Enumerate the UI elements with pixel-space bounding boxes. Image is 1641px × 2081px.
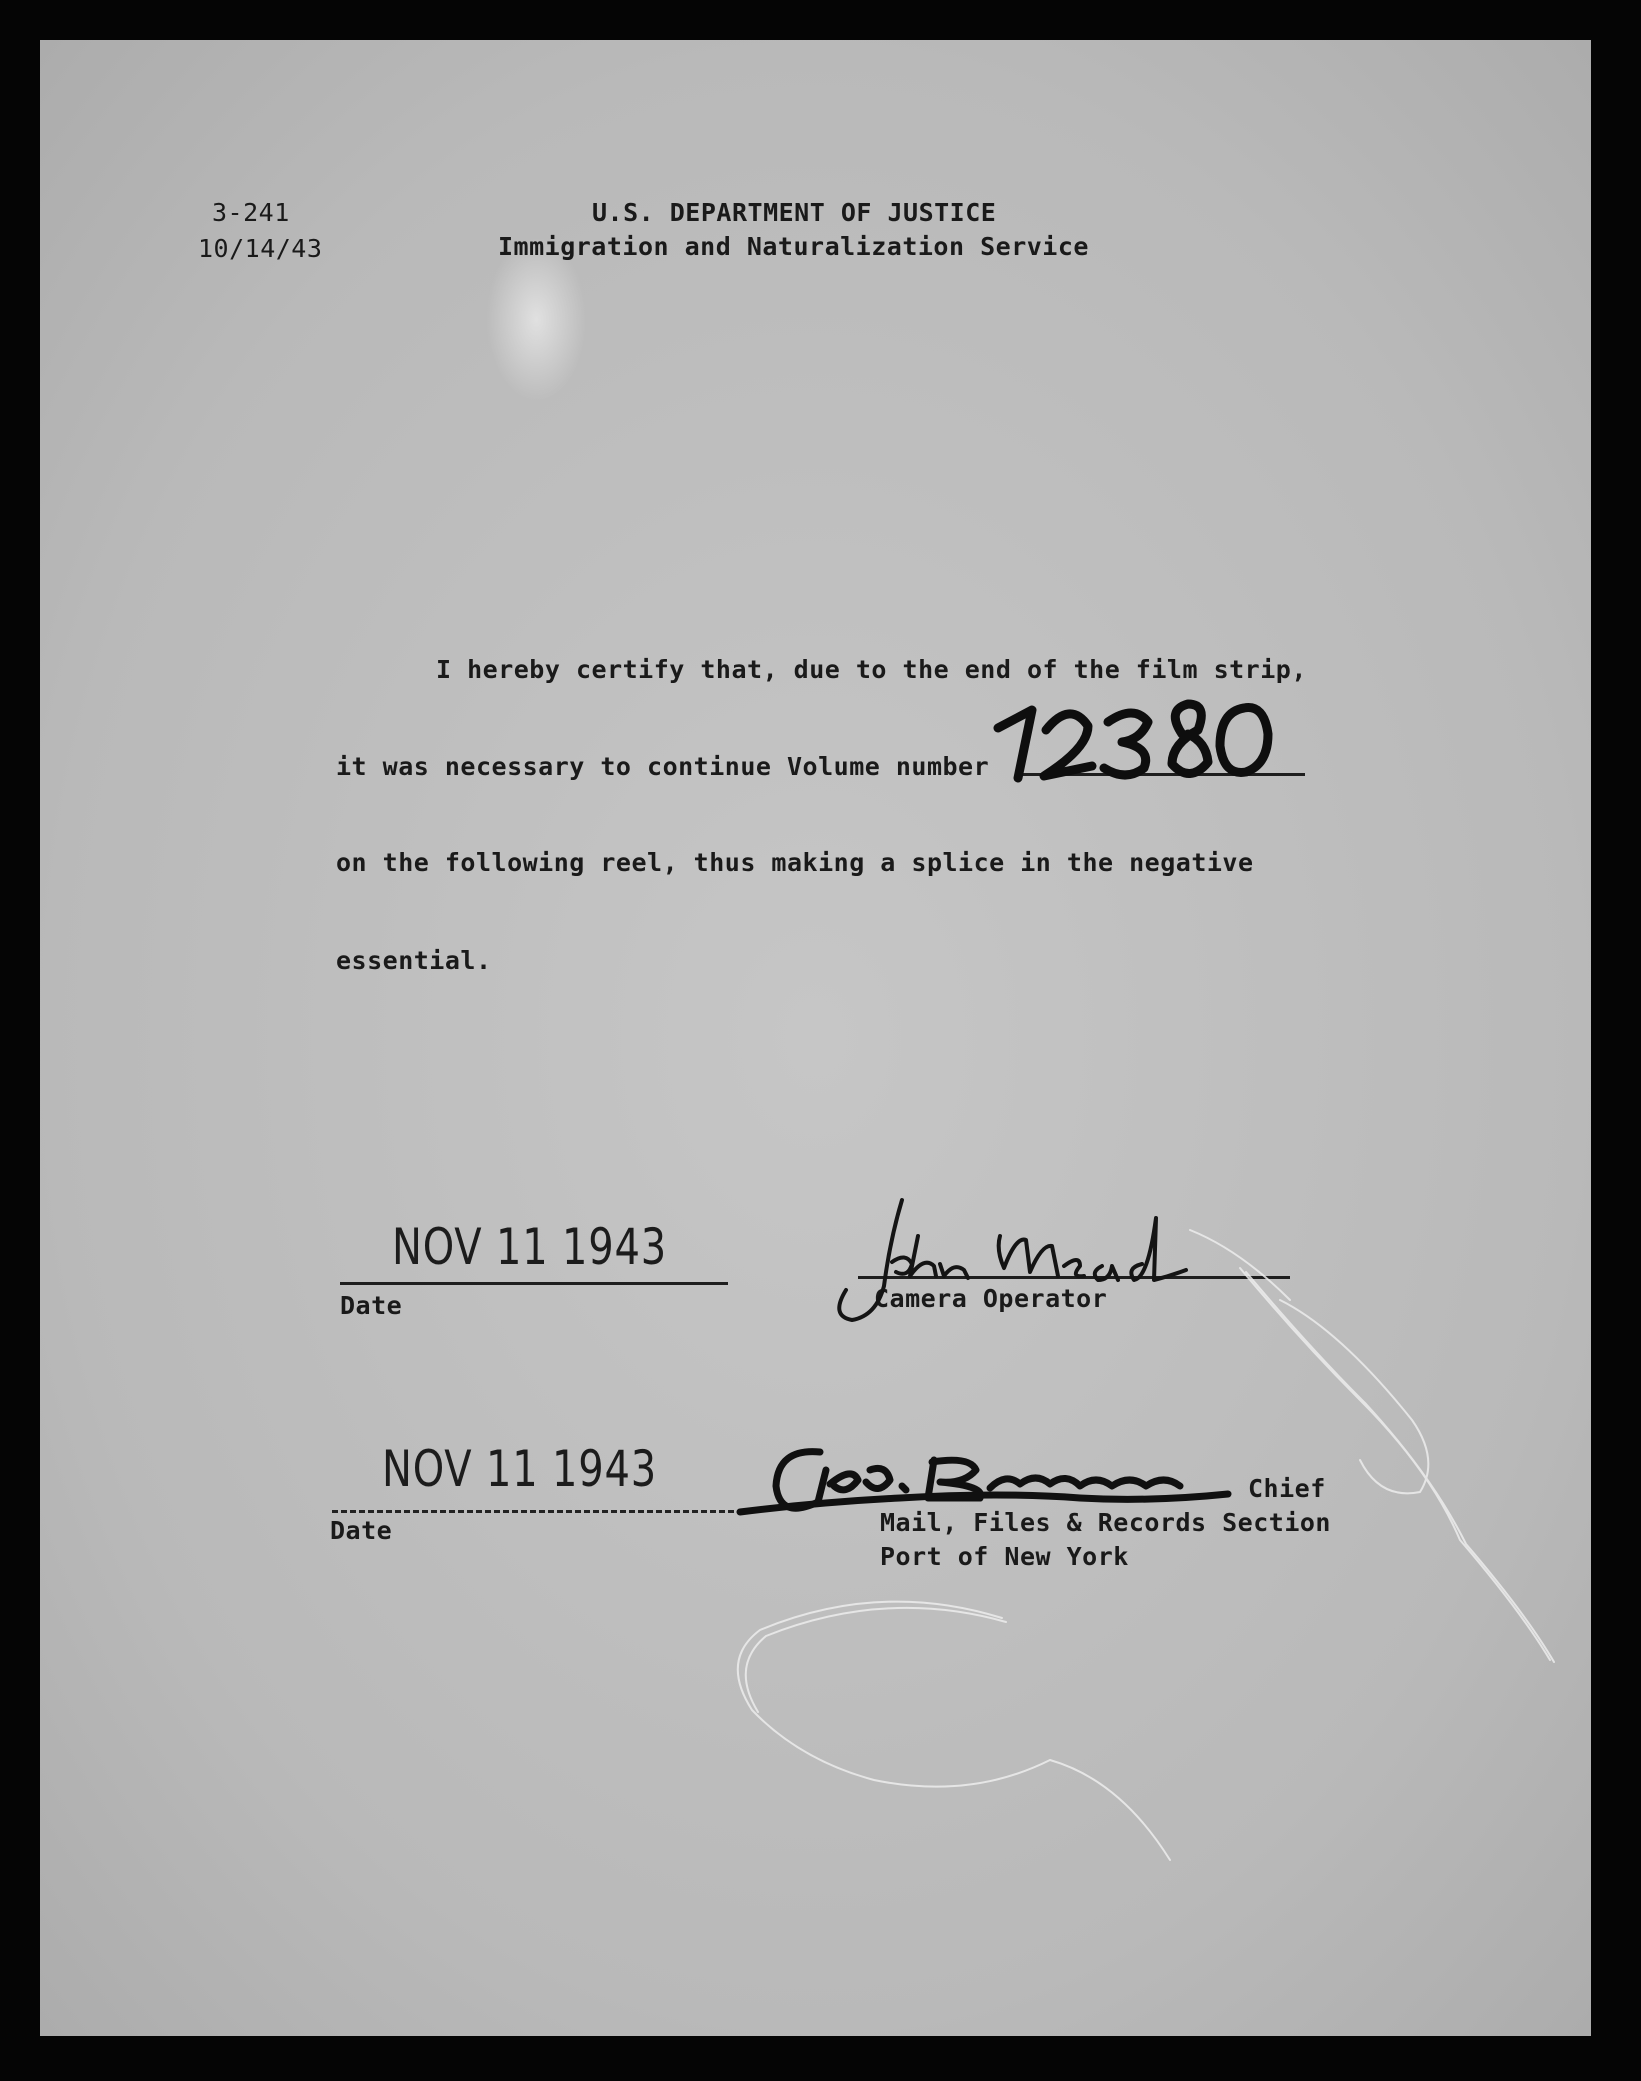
pencil-marks <box>738 1230 1554 1860</box>
service-heading: Immigration and Naturalization Service <box>498 232 1089 261</box>
department-heading: U.S. DEPARTMENT OF JUSTICE <box>592 198 997 227</box>
form-number: 3-241 <box>212 198 290 227</box>
date-stamp-2: NOV 11 1943 <box>382 1440 657 1498</box>
chief-title: Chief <box>1248 1474 1326 1503</box>
section-title: Mail, Files & Records Section <box>880 1508 1331 1537</box>
camera-operator-signature <box>839 1200 1186 1320</box>
chief-signature <box>740 1452 1228 1512</box>
form-date: 10/14/43 <box>198 234 323 263</box>
port-title: Port of New York <box>880 1542 1129 1571</box>
certification-line-2: it was necessary to continue Volume number <box>336 752 990 781</box>
certification-line-4: essential. <box>336 946 492 975</box>
certification-line-1: I hereby certify that, due to the end of the film strip, <box>436 655 1307 684</box>
document-page <box>40 40 1591 2036</box>
date-label-1: Date <box>340 1291 403 1320</box>
volume-number-handwriting <box>998 704 1268 778</box>
certification-line-3: on the following reel, thus making a splice in the negative <box>336 848 1254 877</box>
date-stamp-1: NOV 11 1943 <box>392 1218 667 1276</box>
camera-operator-label: Camera Operator <box>874 1284 1108 1313</box>
handwriting-overlay <box>40 40 1591 2036</box>
date-label-2: Date <box>330 1516 393 1545</box>
